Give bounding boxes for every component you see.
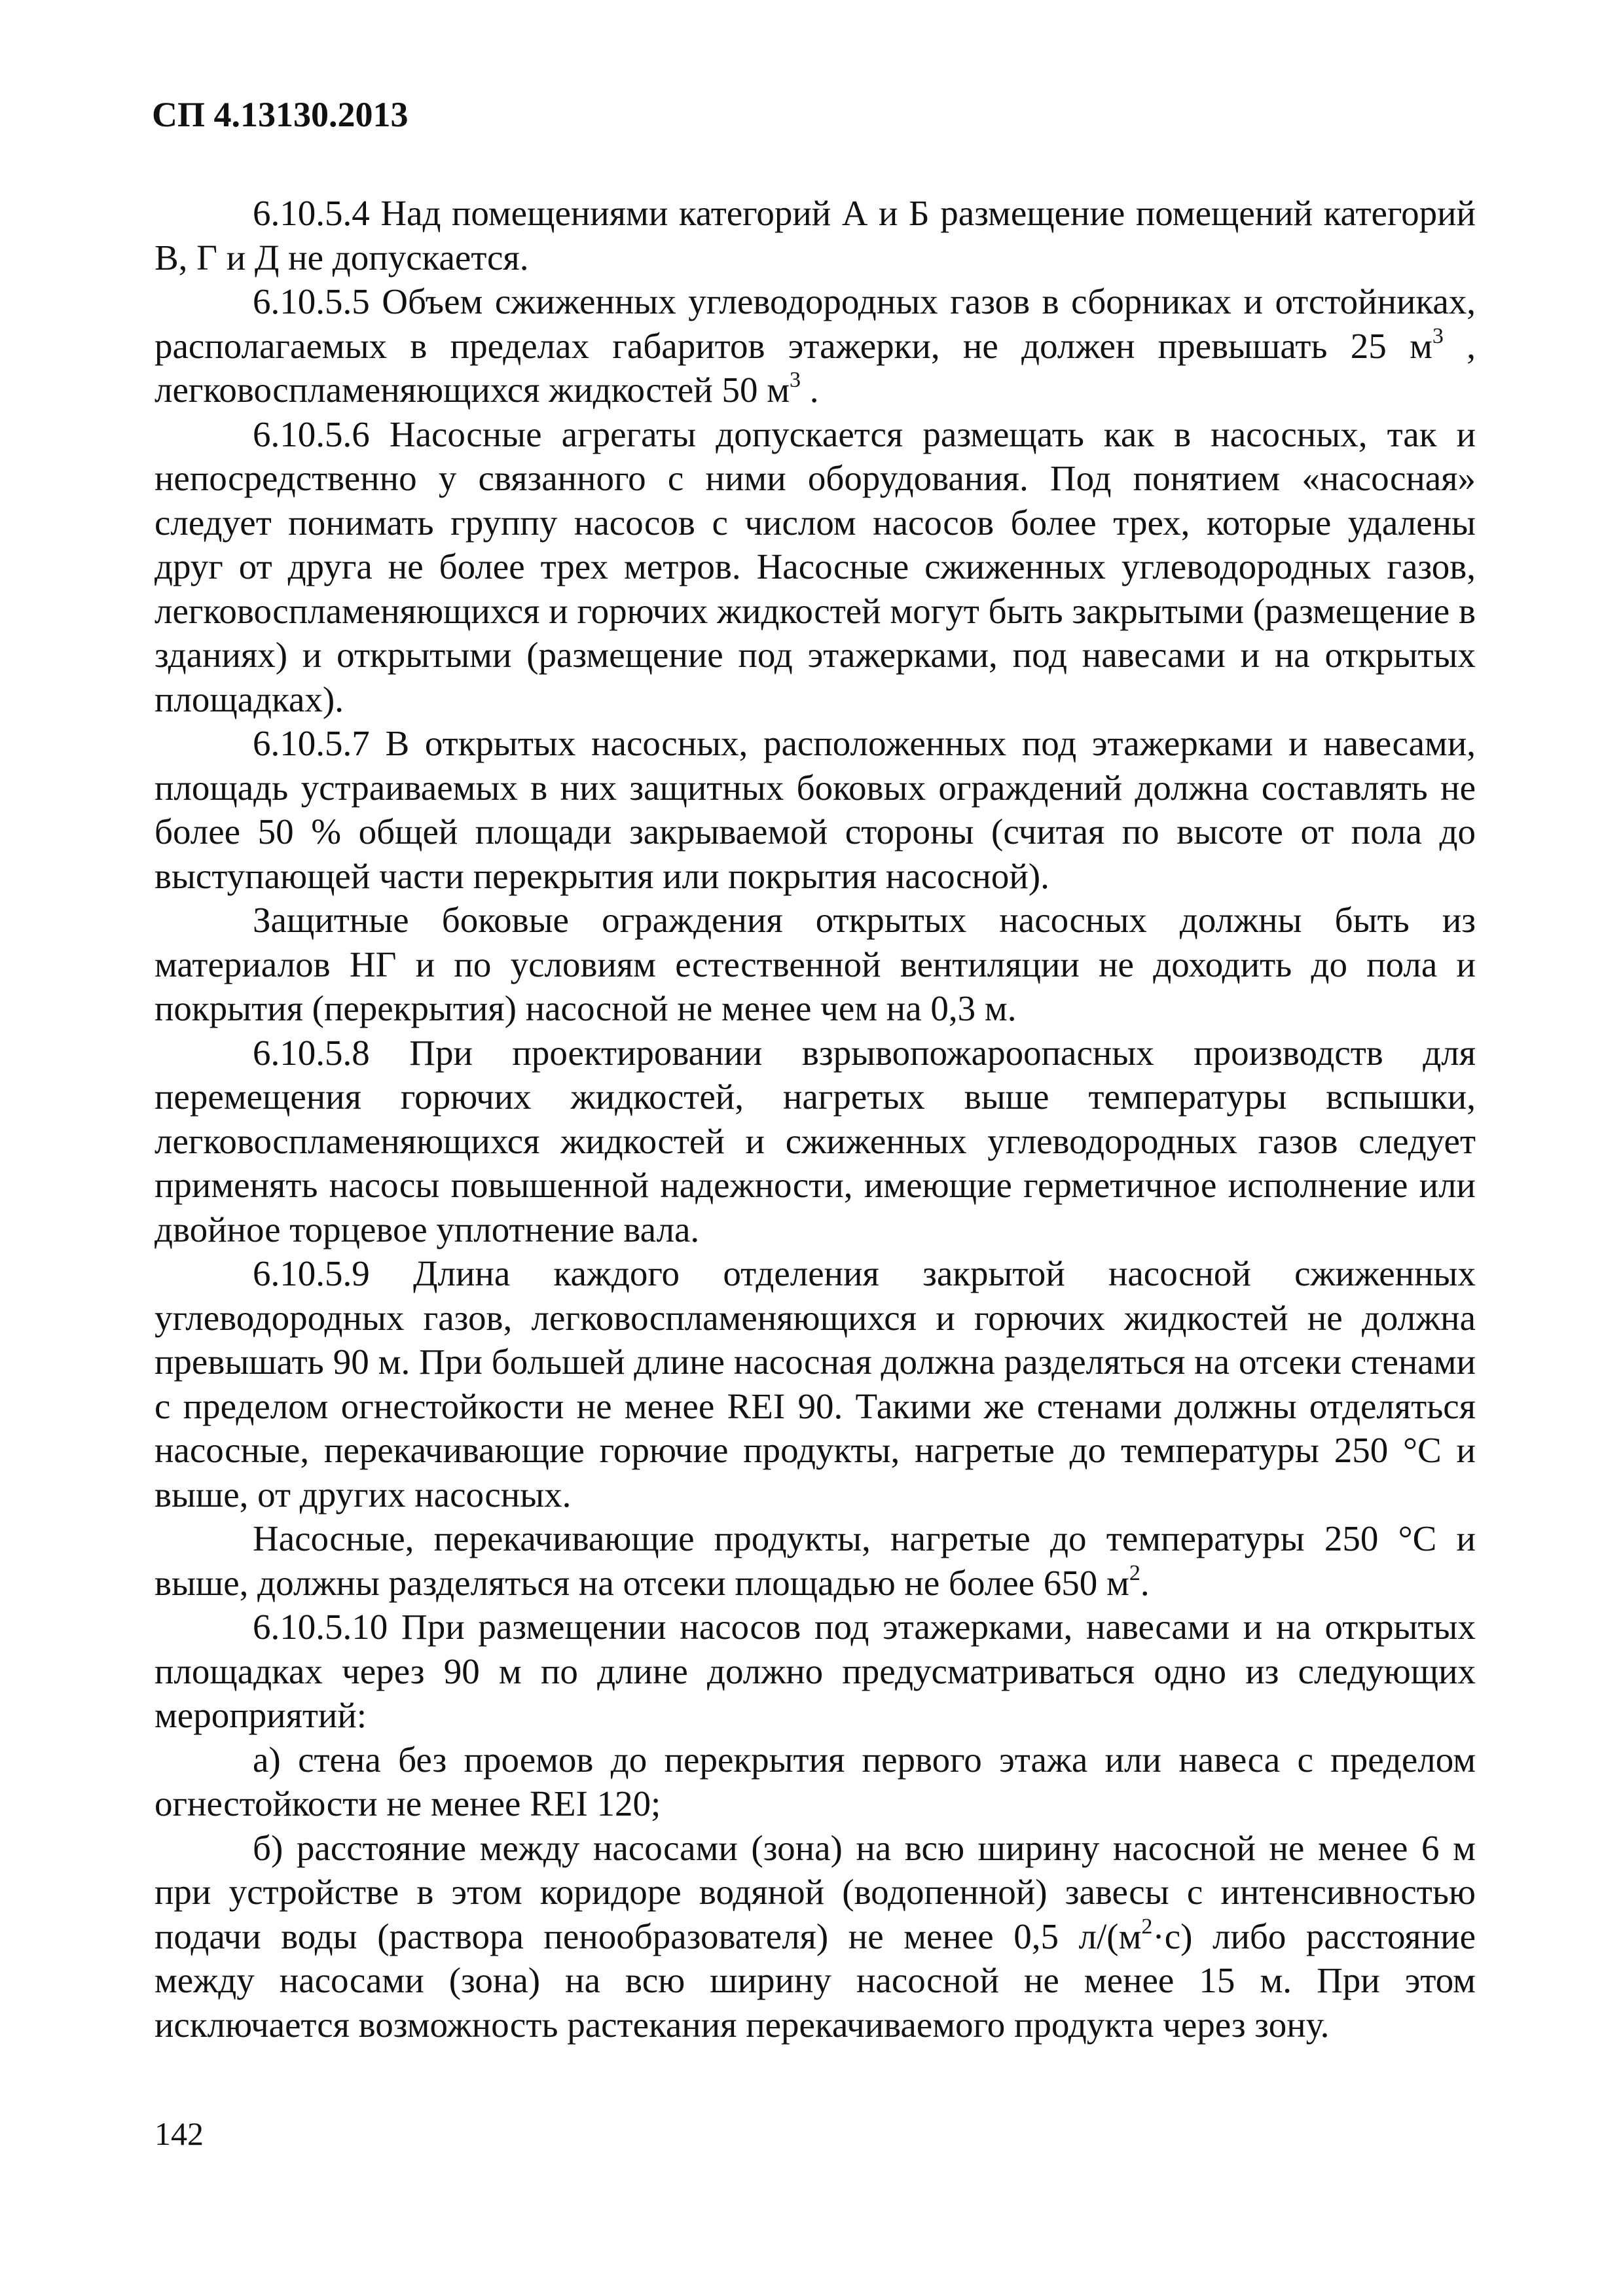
list-item-b: б) расстояние между насосами (зона) на всю ширину насосной не менее 6 м при устройстве в этом коридоре водяной (водопенной) завесы с интенсивностью подачи воды (раствора пенообразователя) не менее 0,5 $л/(м^2\cdot с)$ либо расстояние между насосами (зона) на всю ширину насосной не менее 15 м. При этом исключается возможность растекания перекачиваемого продукта через зону. xyxy=(155,1827,1476,2045)
superscript-cubic: 3 xyxy=(1432,323,1444,348)
paragraph-6-10-5-6: 6.10.5.6 Насосные агрегаты допускается размещать как в насосных, так и непосредственно у связанного с ними оборудования. Под понятием «насосная» следует понимать группу насосов с числом насосов более трех, которые удалены друг от друга не более трех метров. Насосные сжиженных углеводородных газов, легковоспламеняющихся и горючих жидкостей могут быть закрытыми (размещение в зданиях) и открытыми (размещение под этажерками, под навесами и на открытых площадках). xyxy=(155,414,1476,719)
paragraph-6-10-5-4: 6.10.5.4 Над помещениями категорий А и Б размещение помещений категорий В, Г и Д не допускается. xyxy=(155,193,1476,278)
page-number: 142 xyxy=(155,2115,204,2152)
document-body xyxy=(155,191,1476,2047)
paragraph-6-10-5-5: 6.10.5.5 Объем сжиженных углеводородных газов в сборниках и отстойниках, располагаемых в пределах габаритов этажерки, не должен превышать 25 $м^3$ , легковоспламеняющихся жидкостей 50 $м^3$ . xyxy=(155,281,1476,410)
paragraph-6-10-5-7-continuation: Защитные боковые ограждения открытых насосных должны быть из материалов НГ и по условиям естественной вентиляции не доходить до пола и покрытия (перекрытия) насосной не менее чем на 0,3 м. xyxy=(155,900,1476,1028)
superscript-square: 2 xyxy=(1129,1560,1140,1585)
list-item-a: а) стена без проемов до перекрытия первого этажа или навеса с пределом огнестойкости не менее REI 120; xyxy=(155,1739,1476,1823)
superscript-cubic: 3 xyxy=(790,368,801,392)
superscript-square: 2 xyxy=(1141,1914,1153,1939)
document-code-header: СП 4.13130.2013 xyxy=(152,95,409,134)
paragraph-6-10-5-8: 6.10.5.8 При проектировании взрывопожароопасных производств для перемещения горючих жидкостей, нагретых выше температуры вспышки, легковоспламеняющихся жидкостей и сжиженных углеводородных газов следует применять насосы повышенной надежности, имеющие герметичное исполнение или двойное торцевое уплотнение вала. xyxy=(155,1032,1476,1249)
paragraph-6-10-5-9: 6.10.5.9 Длина каждого отделения закрытой насосной сжиженных углеводородных газов, легковоспламеняющихся и горючих жидкостей не должна превышать 90 м. При большей длине насосная должна разделяться на отсеки стенами с пределом огнестойкости не менее REI 90. Такими же стенами должны отделяться насосные, перекачивающие горючие продукты, нагретые до температуры 250 °С и выше, от других насосных. xyxy=(155,1253,1476,1515)
paragraph-6-10-5-9-continuation: Насосные, перекачивающие продукты, нагретые до температуры 250 °С и выше, должны разделяться на отсеки площадью не более 650 $м^2$. xyxy=(155,1518,1476,1603)
paragraph-6-10-5-10: 6.10.5.10 При размещении насосов под этажерками, навесами и на открытых площадках через 90 м по длине должно предусматриваться одно из следующих мероприятий: xyxy=(155,1607,1476,1735)
paragraph-6-10-5-7: 6.10.5.7 В открытых насосных, расположенных под этажерками и навесами, площадь устраиваемых в них защитных боковых ограждений должна составлять не более 50 % общей площади закрываемой стороны (считая по высоте от пола до выступающей части перекрытия или покрытия насосной). xyxy=(155,723,1476,896)
